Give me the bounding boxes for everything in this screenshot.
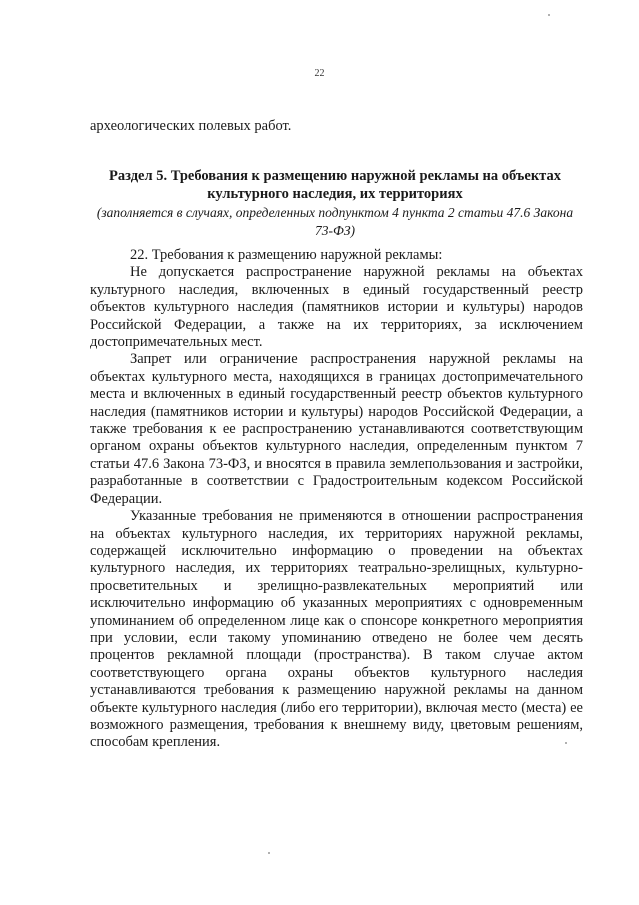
previous-section-ending: археологических полевых работ. <box>90 118 292 134</box>
paragraph: Запрет или ограничение распространения наружной рекламы на объектах культурного места, находящихся в границах достопримечательного места и включенных в единый государственный реестр объектов культурного наследия (памятников истории и культуры) народов Российской Федерации, а также требования к ее распространению устанавливаются соответствующим органом охраны объектов культурного наследия, определенным пунктом 7 статьи 47.6 Закона 73-ФЗ, и вносятся в правила землепользования и застройки, разработанные в соответствии с Градостроительным кодексом Российской Федерации. <box>90 351 583 507</box>
scan-speck <box>548 14 550 16</box>
section-title: Раздел 5. Требования к размещению наружной рекламы на объектах культурного наследия, их территориях <box>109 168 561 202</box>
item-heading: 22. Требования к размещению наружной рекламы: <box>130 247 443 263</box>
scan-speck <box>268 852 270 854</box>
page-number: 22 <box>314 68 325 79</box>
paragraph: Не допускается распространение наружной рекламы на объектах культурного наследия, включенных в единый государственный реестр объектов культурного наследия (памятников истории и культуры) народов Российской Федерации, а также на их территориях, за исключением достопримечательных мест. <box>90 264 583 351</box>
scan-speck <box>565 742 567 744</box>
paragraph: Указанные требования не применяются в отношении распространения на объектах культурного наследия, их территориях наружной рекламы, содержащей исключительно информацию о проведении на объектах культурного наследия, их территориях театрально-зрелищных, культурно-просветительных и зрелищно-развлекательных мероприятий или исключительно информацию об указанных мероприятиях с одновременным упоминанием об определенном лице как о спонсоре конкретного мероприятия при условии, если такому упоминанию отведено не более чем десять процентов рекламной площади (пространства). В таком случае актом соответствующего органа охраны объектов культурного наследия устанавливаются требования к размещению наружной рекламы на данном объекте культурного наследия (либо его территории), включая место (места) ее возможного размещения, требования к внешнему виду, цветовым решениям, способам крепления. <box>90 508 583 751</box>
section-body <box>90 247 583 752</box>
section-note: (заполняется в случаях, определенных подпунктом 4 пункта 2 статьи 47.6 Закона 73-ФЗ) <box>96 205 574 238</box>
